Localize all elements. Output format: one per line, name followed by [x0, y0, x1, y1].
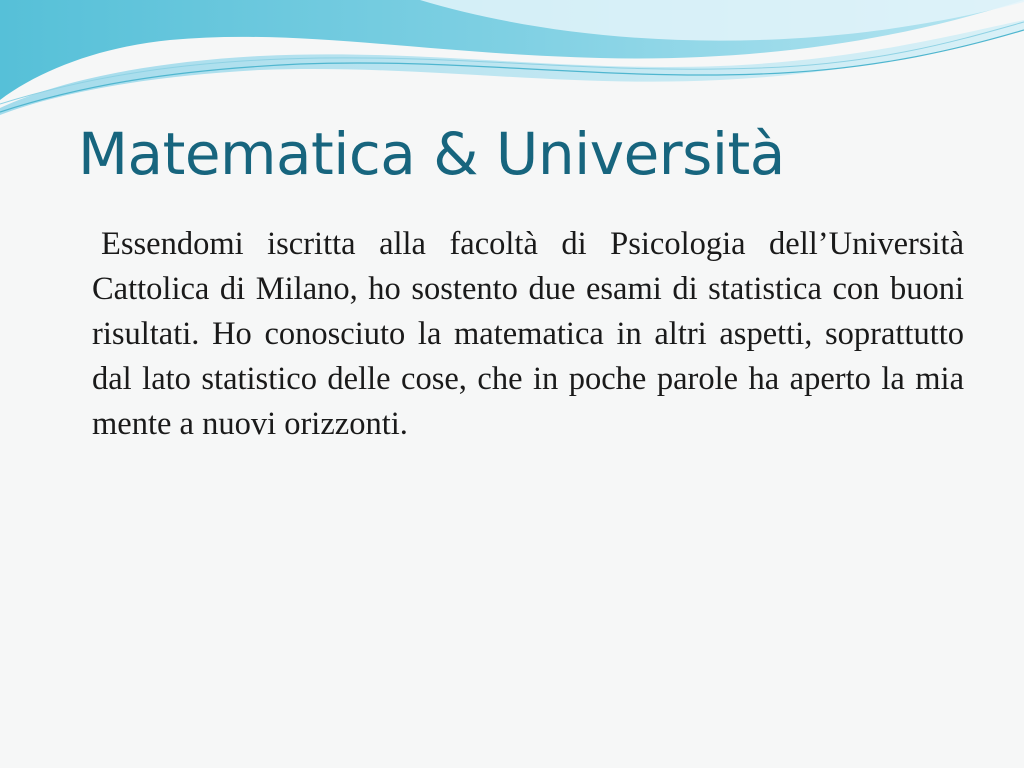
header-wave-decoration: [0, 0, 1024, 120]
slide-body-paragraph: Essendomi iscritta alla facoltà di Psicologia dell’Università Cattolica di Milano, ho sostento due esami di statistica con buoni risultati. Ho conosciuto la matematica in altri aspetti, soprattutto dal lato statistico delle cose, che in poche parole ha aperto la mia mente a nuovi orizzonti.: [92, 226, 964, 442]
slide-title: Matematica & Università: [78, 120, 785, 188]
